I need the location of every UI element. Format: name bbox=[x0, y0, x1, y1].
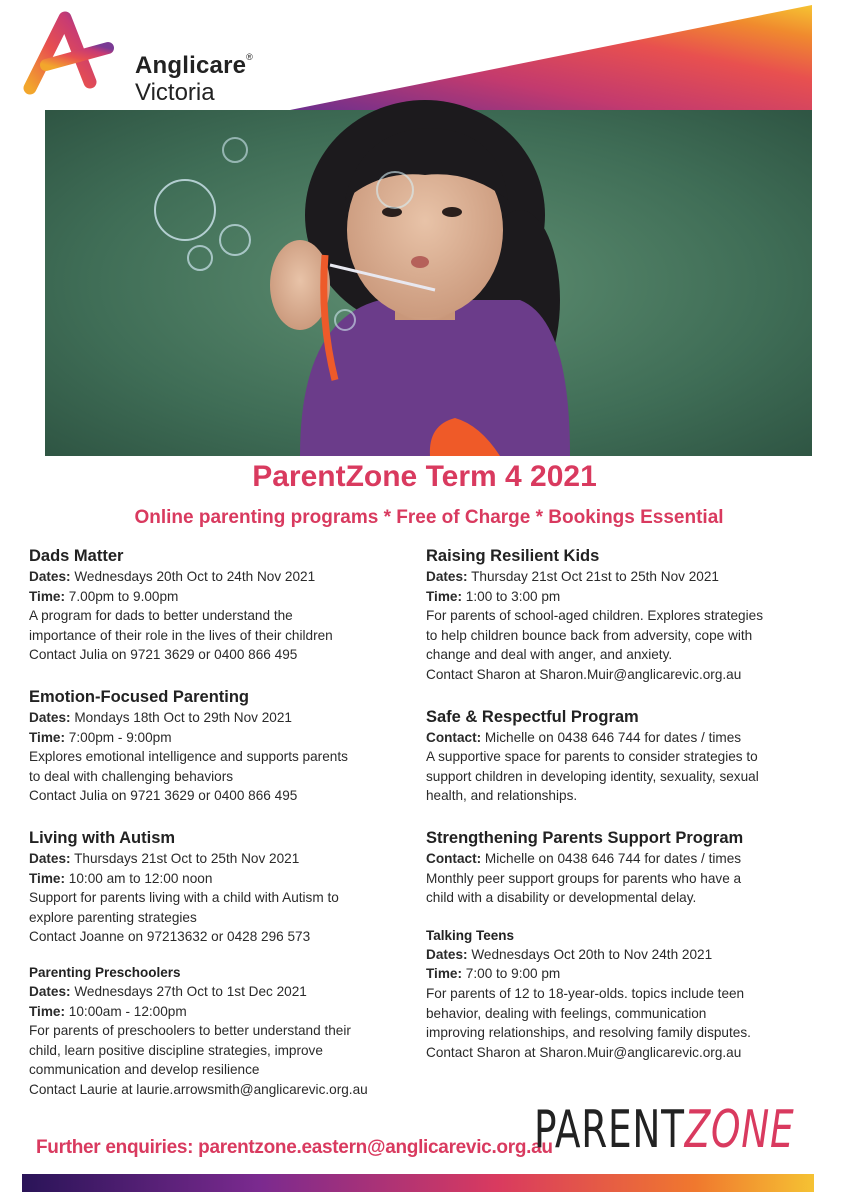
program-dates: Dates: Wednesdays 20th Oct to 24th Nov 2021 bbox=[29, 569, 316, 584]
program-desc: importance of their role in the lives of their children bbox=[29, 627, 333, 643]
program-title: Raising Resilient Kids bbox=[426, 547, 600, 565]
program-title: Safe & Respectful Program bbox=[426, 707, 639, 726]
anglicare-a-icon bbox=[20, 10, 115, 98]
program-contact: Contact Laurie at laurie.arrowsmith@anglicarevic.org.au bbox=[29, 1081, 368, 1097]
anglicare-logo bbox=[20, 10, 280, 106]
program-desc: For parents of preschoolers to better understand their bbox=[29, 1023, 351, 1039]
program-contact: Contact: Michelle on 0438 646 744 for dates / times bbox=[426, 850, 742, 866]
brand-subname: Victoria bbox=[135, 79, 215, 106]
program-desc: For parents of school-aged children. Explores strategies bbox=[426, 608, 763, 624]
program-title: Strengthening Parents Support Program bbox=[426, 828, 744, 847]
parentzone-logo bbox=[534, 1100, 794, 1160]
program-title: Parenting Preschoolers bbox=[29, 964, 181, 980]
program-contact: Contact Sharon at Sharon.Muir@anglicarevic.org.au bbox=[426, 666, 742, 682]
program-desc: explore parenting strategies bbox=[29, 909, 197, 925]
brand-name: Anglicare® bbox=[135, 52, 254, 79]
program-title: Living with Autism bbox=[29, 828, 176, 847]
page-title: ParentZone Term 4 2021 bbox=[252, 460, 597, 493]
program-dates: Dates: Mondays 18th Oct to 29th Nov 2021 bbox=[29, 709, 292, 725]
program-emotion-focused bbox=[29, 686, 421, 806]
program-desc: Monthly peer support groups for parents who have a bbox=[426, 870, 742, 886]
program-dads-matter bbox=[29, 545, 421, 665]
logo-zone: ZONE bbox=[684, 1100, 795, 1160]
program-dates: Dates: Wednesdays Oct 20th to Nov 24th 2021 bbox=[426, 946, 713, 962]
program-desc: A supportive space for parents to consider strategies to bbox=[426, 749, 758, 765]
program-talking-teens bbox=[426, 926, 826, 1063]
program-dates: Dates: Thursday 21st Oct 21st to 25th Nov 2021 bbox=[426, 569, 719, 584]
program-time: Time: 10:00am - 12:00pm bbox=[29, 1003, 187, 1019]
program-desc: to deal with challenging behaviors bbox=[29, 768, 234, 784]
program-time: Time: 10:00 am to 12:00 noon bbox=[29, 870, 213, 886]
program-contact: Contact Julia on 9721 3629 or 0400 866 495 bbox=[29, 788, 298, 804]
program-desc: improving relationships, and resolving family disputes. bbox=[426, 1025, 751, 1041]
program-desc: child, learn positive discipline strategies, improve bbox=[29, 1042, 323, 1058]
program-time: Time: 7.00pm to 9.00pm bbox=[29, 588, 179, 604]
program-desc: change and deal with anger, and anxiety. bbox=[426, 647, 673, 663]
program-contact: Contact Joanne on 97213632 or 0428 296 573 bbox=[29, 929, 311, 945]
logo-parent: PARENT bbox=[534, 1100, 685, 1160]
program-raising-resilient-kids bbox=[426, 545, 826, 685]
program-desc: For parents of 12 to 18-year-olds. topics include teen bbox=[426, 985, 745, 1001]
program-safe-respectful bbox=[426, 706, 826, 806]
left-column bbox=[29, 545, 421, 1120]
program-contact: Contact Julia on 9721 3629 or 0400 866 495 bbox=[29, 647, 298, 663]
program-desc: to help children bounce back from adversity, cope with bbox=[426, 627, 753, 643]
program-desc: A program for dads to better understand the bbox=[29, 608, 293, 624]
program-title: Emotion-Focused Parenting bbox=[29, 687, 250, 706]
program-contact: Contact Sharon at Sharon.Muir@anglicarevic.org.au bbox=[426, 1044, 742, 1060]
program-title: Talking Teens bbox=[426, 927, 515, 943]
program-time: Time: 1:00 to 3:00 pm bbox=[426, 588, 561, 604]
program-desc: communication and develop resilience bbox=[29, 1062, 260, 1078]
program-parenting-preschoolers bbox=[29, 963, 421, 1100]
right-column bbox=[426, 545, 826, 1083]
program-desc: health, and relationships. bbox=[426, 788, 578, 804]
program-desc: Explores emotional intelligence and supports parents bbox=[29, 749, 348, 765]
program-strengthening-parents bbox=[426, 827, 826, 908]
program-desc: Support for parents living with a child with Autism to bbox=[29, 890, 339, 906]
page-subtitle: Online parenting programs * Free of Charge * Bookings Essential bbox=[134, 507, 724, 528]
program-time: Time: 7:00pm - 9:00pm bbox=[29, 729, 172, 745]
footer-gradient-bar bbox=[22, 1174, 814, 1192]
further-enquiries: Further enquiries: parentzone.eastern@anglicarevic.org.au bbox=[36, 1137, 553, 1158]
program-desc: child with a disability or developmental delay. bbox=[426, 890, 697, 906]
program-title: Dads Matter bbox=[29, 547, 124, 565]
program-desc: behavior, dealing with feelings, communication bbox=[426, 1005, 707, 1021]
program-time: Time: 7:00 to 9:00 pm bbox=[426, 966, 561, 982]
program-contact: Contact: Michelle on 0438 646 744 for dates / times bbox=[426, 729, 742, 745]
program-desc: support children in developing identity, sexuality, sexual bbox=[426, 768, 759, 784]
program-dates: Dates: Thursdays 21st Oct to 25th Nov 2021 bbox=[29, 850, 300, 866]
program-living-with-autism bbox=[29, 827, 421, 947]
program-dates: Dates: Wednesdays 27th Oct to 1st Dec 2021 bbox=[29, 983, 307, 999]
